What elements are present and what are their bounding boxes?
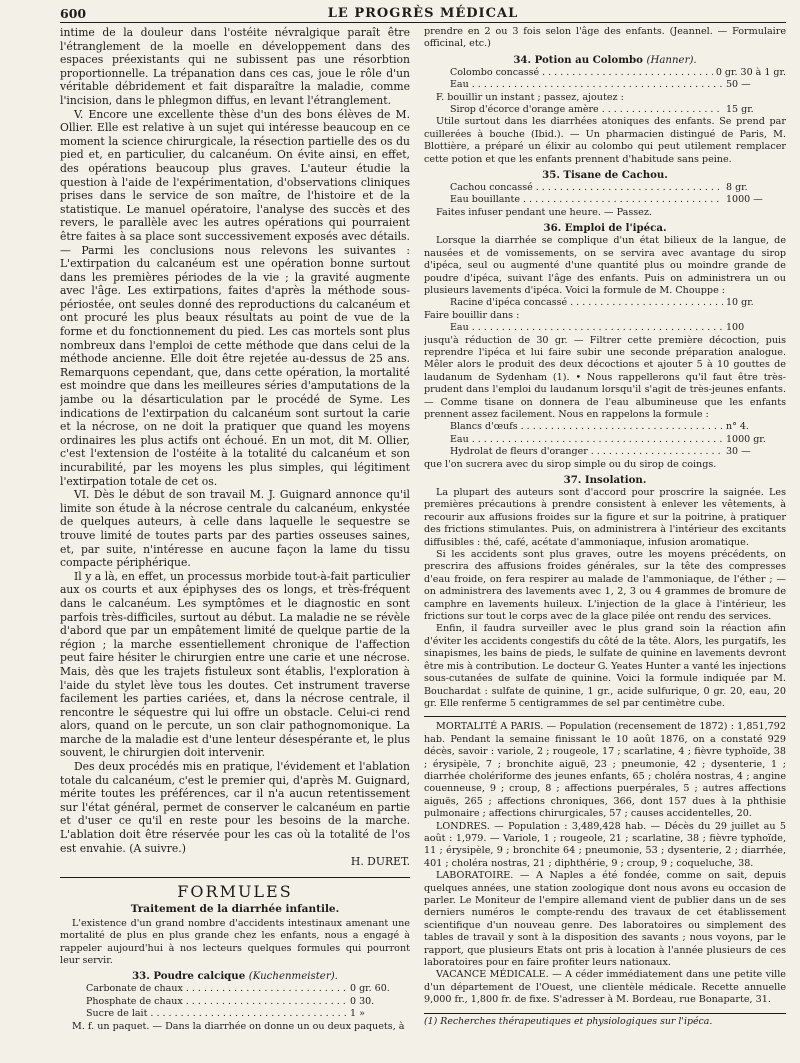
ingredient-row: Eau . . . 100	[424, 322, 786, 334]
article-paragraph: Des deux procédés mis en pratique, l'évidement et l'ablation totale du calcanéum, c'est le premier qui, d'après M. Guignard, mérite toutes les préférences, car il n'a aucun retentissement sur l'état général, permet de conserver le calcanéum en partie et d'user ce qu'il en reste pour les besoins de la marche. L'ablation doit être réservée pour les cas où la totalité de l'os est envahie. (A suivre.)	[60, 760, 410, 855]
recipe-title: 33. Poudre calcique (Kuchenmeister).	[132, 970, 338, 983]
recipe-paragraph: La plupart des auteurs sont d'accord pour proscrire la saignée. Les premières précautions à prendre consistent à enlever les vêtements, à recourir aux affusions froides sur la figure et sur la poitrine, à pratiquer des frictions stimulantes. Puis, on administrera à l'intérieur des excitants diffusibles : thé, café, acétate d'ammoniaque, infusion aromatique.	[424, 487, 786, 548]
running-header	[60, 6, 786, 22]
section-subtitle: Traitement de la diarrhée infantile.	[130, 902, 340, 915]
section-title: FORMULES	[177, 881, 293, 901]
footnote: (1) Recherches thérapeutiques et physiologiques sur l'ipéca.	[424, 1013, 786, 1027]
article-paragraph: VI. Dès le début de son travail M. J. Guignard annonce qu'il limite son étude à la nécrose centrale du calcanéum, enkystée de quelques auteurs, à celle dans laquelle le sequestre se trouve limité de toutes parts par des parties osseuses saines, et, par suite, n'intéresse en aucune façon la lame du tissu compacte périphérique.	[60, 488, 410, 570]
recipe-note: que l'on sucrera avec du sirop simple ou du sirop de coings.	[424, 458, 717, 470]
ingredient-row: Cachou concassé . . . 8 gr.	[424, 182, 786, 194]
ingredient-row: Hydrolat de fleurs d'oranger . . . 30 —	[424, 446, 786, 458]
article-paragraph: intime de la douleur dans l'ostéite névralgique paraît être l'étranglement de la moelle en développement dans des espaces préexistants qui ne subissent pas une résorbtion proportionnelle. La trépanation dans ces cas, joue le rôle d'un véritable débridement et fait disparaître la maladie, comme l'incision, dans le phlegmon diffus, en levant l'étranglement.	[60, 26, 410, 107]
recipe-note: Faites infuser pendant une heure. — Passez.	[436, 206, 652, 218]
left-column	[60, 26, 410, 1041]
recipe-paragraph: Si les accidents sont plus graves, outre les moyens précédents, on prescrira des affusions froides générales, sur la tête des compresses d'eau froide, on fera respirer au malade de l'ammoniaque, de l'éther ; — on administrera des lavements avec 1, 2, 3 ou 4 grammes de bromure de camphre en lavements huileux. L'injection de la glace à l'intérieur, les frictions sur tout le corps avec de la glace pilée ont rendu des services.	[424, 549, 786, 623]
recipe-intro: Lorsque la diarrhée se complique d'un état bilieux de la langue, de nausées et de vomissements, on se servira avec avantage du sirop d'ipéca, seul ou augmenté d'une quantité plus ou moindre grande de poudre d'ipéca, suivant l'âge des enfants. Puis on administrera un ou plusieurs lavements d'ipéca. Voici la formule de M. Chouppe :	[424, 235, 786, 296]
ingredient-row: Colombo concassé . . . 0 gr. 30 à 1 gr.	[424, 67, 786, 79]
article-paragraph: V. Encore une excellente thèse d'un des bons élèves de M. Ollier. Elle est relative à un sujet qui intéresse beaucoup en ce moment la science chirurgicale, la résection partielle des os du pied et, en particulier, du calcanéum. On évite ainsi, en effet, des opérations beaucoup plus graves. L'auteur étudie la question à l'aide de l'expérimentation, d'observations cliniques prises dans le service de son maître, de l'histoire et de la statistique. Le manuel opératoire, l'analyse des succès et des revers, le parallèle avec les autres opérations qui pourraient être faites à sa place sont successivement exposés avec détails. — Parmi les conclusions nous relevons les suivantes : L'extirpation du calcanéum est une opération bonne surtout dans les premières périodes de la vie ; la gravité augmente avec l'âge. Les extirpations, faites d'après la méthode sous-périostée, ont seules donné des reproductions du calcanéum et ont procuré les plus beaux résultats au point de vue de la forme et du fonctionnement du pied. Les cas mortels sont plus nombreux dans l'emploi de cette méthode que dans celui de la méthode ancienne. Elle doit être rejetée au-dessus de 25 ans. Remarquons cependant, que, dans cette opération, la mortalité est moindre que dans les meilleures séries d'amputations de la jambe ou la désarticulation par le procédé de Syme. Les indications de l'extirpation du calcanéum sont surtout la carie et la nécrose, on ne doit la pratiquer que quand les moyens ordinaires les plus actifs ont échoué. En un mot, dit M. Ollier, c'est l'extension de l'ostéite à la totalité du calcanéum et son incurabilité, par les moyens les plus simples, qui légitiment l'extirpation totale de cet os.	[60, 107, 410, 488]
ingredient-row: Sirop d'écorce d'orange amère . . . 15 gr.	[424, 104, 786, 116]
news-item: VACANCE MÉDICALE. — A céder immédiatement dans une petite ville d'un département de l'Ouest, une clientèle médicale. Recette annuelle 9,000 fr., 1,800 fr. de fixe. S'adresser à M. Bordeau, rue Bonaparte, 31.	[424, 969, 786, 1006]
page-number: 600	[60, 6, 87, 21]
recipe-title: 36. Emploi de l'ipéca.	[543, 222, 667, 235]
ingredient-row: Eau . . . 1000 gr.	[424, 434, 786, 446]
right-column	[424, 26, 786, 1041]
formules-section	[60, 877, 410, 901]
news-divider	[424, 716, 786, 717]
journal-title: LE PROGRÈS MÉDICAL	[327, 6, 519, 21]
recipe-step: F. bouillir un instant ; passez, ajoutez :	[436, 91, 624, 103]
recipe-note: M. f. un paquet. — Dans la diarrhée on donne un ou deux paquets, à	[72, 1020, 405, 1032]
header-rule	[60, 22, 786, 23]
recipe-body: jusqu'à réduction de 30 gr. — Filtrer cette première décoction, puis reprendre l'ipéca et lui faire subir une seconde préparation analogue. Mêler alors le produit des deux décoctions et ajouter 5 à 10 gouttes de laudanum de Sydenham (1). • Nous rappellerons qu'il faut être très-prudent dans l'emploi du laudanum lorsqu'il s'agit de très-jeunes enfants. — Comme tisane on donnera de l'eau albumineuse que les enfants prennent assez facilement. Nous en rappelons la formule :	[424, 334, 786, 420]
ingredient-row: Carbonate de chaux . . . 0 gr. 60.	[60, 983, 410, 995]
continuation-line: prendre en 2 ou 3 fois selon l'âge des enfants. (Jeannel. — Formulaire officinal, etc.)	[424, 26, 786, 50]
section-intro: L'existence d'un grand nombre d'accidents intestinaux amenant une mortalité de plus en plus grande chez les enfants, nous a engagé à rappeler aujourd'hui à nos lecteurs quelques formules qui pourront leur servir.	[60, 917, 410, 967]
recipe-title: 37. Insolation.	[563, 474, 647, 486]
ingredient-row: Racine d'ipéca concassé . . . 10 gr.	[424, 297, 786, 309]
news-item: MORTALITÉ A PARIS. — Population (recensement de 1872) : 1,851,792 hab. Pendant la semaine finissant le 10 août 1876, on a constaté 929 décès, savoir : variole, 2 ; rougeole, 17 ; scarlatine, 4 ; fièvre typhoïde, 38 ; érysipèle, 7 ; bronchite aiguë, 23 ; pneumonie, 42 ; dysenterie, 1 ; diarrhée cholériforme des jeunes enfants, 65 ; choléra nostras, 4 ; angine couenneuse, 9 ; croup, 8 ; affections puerpérales, 5 ; autres affections aiguës, 265 ; affections chroniques, 366, dont 157 dues à la phthisie pulmonaire ; affections chirurgicales, 57 ; causes accidentelles, 20.	[424, 721, 786, 820]
news-item: LONDRES. — Population : 3,489,428 hab. — Décès du 29 juillet au 5 août : 1,979. — Variole, 1 ; rougeole, 21 ; scarlatine, 38 ; fièvre typhoïde, 11 ; érysipèle, 9 ; bronchite 64 ; pneumonie, 53 ; dysenterie, 2 ; diarrhée, 401 ; choléra nostras, 21 ; diphthérie, 9 ; croup, 9 ; coqueluche, 38.	[424, 820, 786, 869]
article-paragraph: Il y a là, en effet, un processus morbide tout-à-fait particulier aux os courts et aux épiphyses des os longs, et très-fréquent dans le calcanéum. Les symptômes et le diagnostic en sont parfois très-difficiles, surtout au début. La maladie ne se révèle d'abord que par un empâtement limité de quelque partie de la région ; la marche essentiellement chronique de l'affection peut faire hésiter le chirurgien entre une carie et une nécrose. Mais, dès que les trajets fistuleux sont établis, l'exploration à l'aide du stylet lève tous les doutes. Cet instrument traverse facilement les parties cariées, et, dans la nécrose centrale, il rencontre le séquestre qui lui offre un obstacle. Celui-ci rend alors, quand on le percute, un son clair pathognomonique. La marche de la maladie est d'une lenteur désespérante et, le plus souvent, le chirurgien doit intervenir.	[60, 569, 410, 760]
recipe-title: 35. Tisane de Cachou.	[542, 169, 668, 182]
news-item: LABORATOIRE. — A Naples a été fondée, comme on sait, depuis quelques années, une station zoologique dont nous avons eu occasion de parler. Le Moniteur de l'empire allemand vient de publier dans un de ses derniers numéros le compte-rendu des travaux de cet établissement scientifique d'un nouveau genre. Des laboratoires ou simplement des tables de travail y sont à la disposition des savants ; nous voyons, par le rapport, que plusieurs Etats ont pris à location à l'année plusieurs de ces laboratoires pour en faire profiter leurs nationaux.	[424, 870, 786, 969]
ingredient-row: Eau . . . 50 —	[424, 79, 786, 91]
ingredient-row: Sucre de lait . . . 1 »	[60, 1008, 410, 1020]
ingredient-row: Phosphate de chaux . . . 0 30.	[60, 996, 410, 1008]
author-signature: H. DURET.	[350, 855, 410, 869]
recipe-paragraph: Enfin, il faudra surveiller avec le plus grand soin la réaction afin d'éviter les accidents congestifs du côté de la tête. Alors, les purgatifs, les sinapismes, les bains de pieds, le sulfate de quinine en lavements devront être mis à contribution. Le docteur G. Yeates Hunter a vanté les injections sous-cutanées de sulfate de quinine. Voici la formule indiquée par M. Bouchardat : sulfate de quinine, 1 gr., acide sulfurique, 0 gr. 20, eau, 20 gr. Elle renferme 5 centigrammes de sel par centimètre cube.	[424, 623, 786, 709]
recipe-title: 34. Potion au Colombo (Hanner).	[513, 53, 697, 66]
recipe-step: Faire bouillir dans :	[424, 309, 520, 321]
recipe-note: Utile surtout dans les diarrhées atoniques des enfants. Se prend par cuillerées à bouche (Ibid.). — Un pharmacien distingué de Paris, M. Blottière, a préparé un élixir au colombo qui peut utilement remplacer cette potion et que les enfants prennent d'habitude sans peine.	[424, 116, 786, 165]
ingredient-row: Blancs d'œufs . . . n° 4.	[424, 421, 786, 433]
ingredient-row: Eau bouillante . . . 1000 —	[424, 194, 786, 206]
